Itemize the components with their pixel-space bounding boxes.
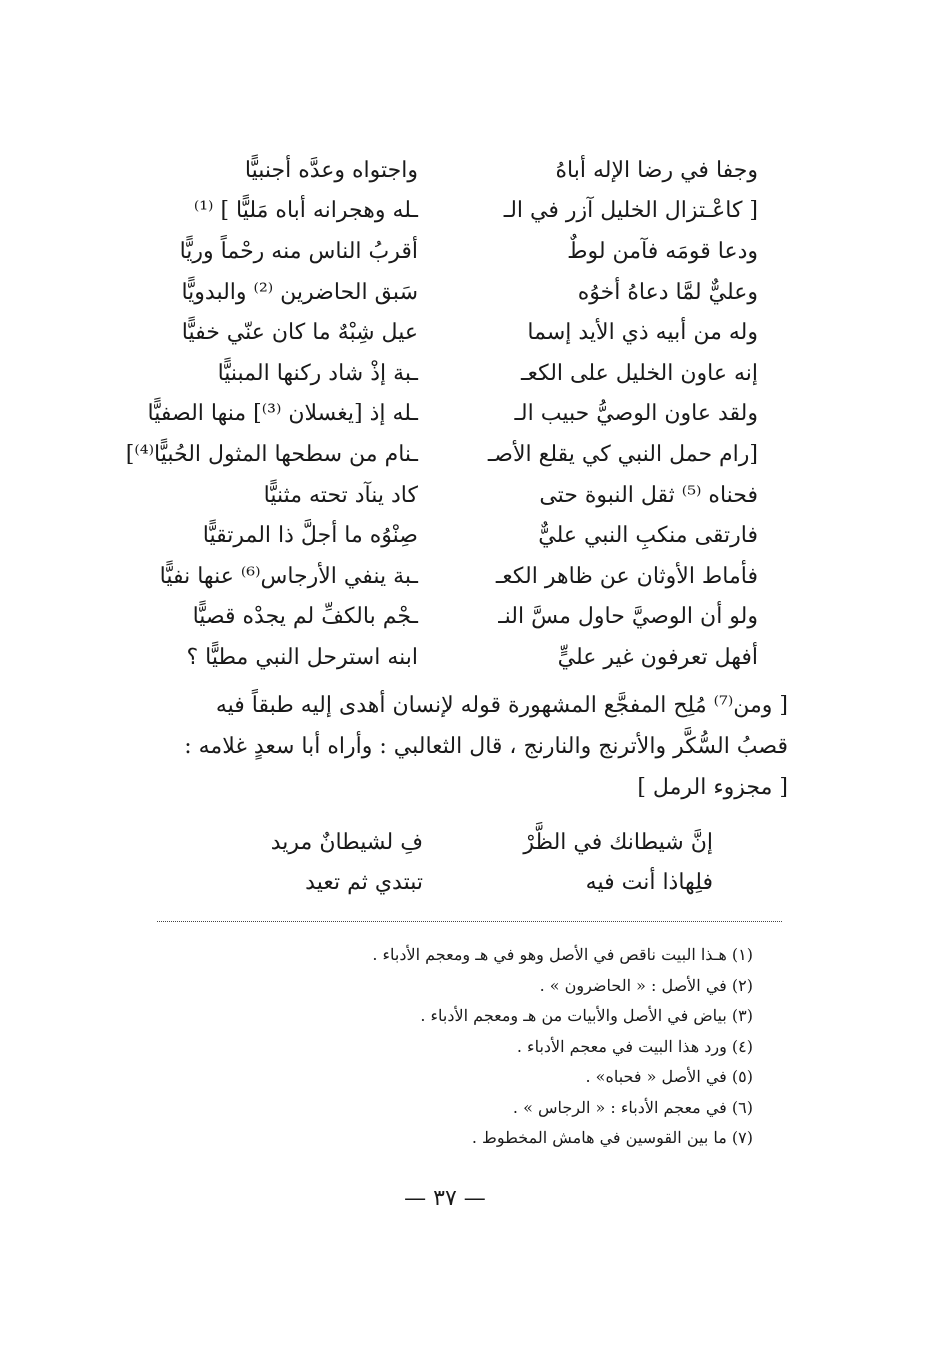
poem-block [125,150,758,678]
meter-label: [ مجزوء الرمل ] [637,775,788,800]
verse-row [125,434,758,475]
verse-row [128,231,758,272]
verse-first-hemistich: فحناه ⁽⁵⁾ ثقل النبوة حتى [539,482,758,508]
prose-line: [ ومن⁽⁷⁾ مُلِح المفجَّع المشهورة قوله لإنسان أهدى إليه طبقاً فيه [215,693,788,718]
verse-row [128,353,758,394]
footnotes [193,940,753,1154]
footnote: (٣) بياض في الأصل والأبيات من هـ ومعجم الأدباء . [420,1006,753,1025]
verse-row [128,191,758,232]
verse-first-hemistich: فأماط الأوثان عن ظاهر الكعـ [495,563,758,589]
footnote: (٥) في الأصل « فحباه» . [585,1067,753,1086]
footnote: (٦) في معجم الأدباء : « الرجاس » . [512,1097,753,1117]
verse-first-hemistich: ولو أن الوصيَّ حاول مسَّ النـ [498,604,758,630]
verse-second-hemistich: كاد ينآد تحته مثنيًّا [263,482,418,508]
second-poem-block [173,822,713,902]
verse-first-hemistich: [رام حمل النبي كي يقلع الأصـ [487,441,758,467]
verse-second-hemistich: ـنام من سطحها المثول الحُبيًّا⁽⁴⁾] [125,441,418,467]
verse-second-hemistich: تبتدي ثم تعيد [305,869,423,895]
verse-second-hemistich: ـله وهجرانه أباه مَليًّا ] ⁽¹⁾ [193,198,418,224]
verse-second-hemistich: ـبة إذْ شاد ركنها المبنيًّا [217,360,418,386]
verse-first-hemistich: وعليٌّ لمَّا دعاهُ أخوُه [577,279,758,305]
verse-second-hemistich: سَبق الحاضرين ⁽²⁾ والبدويًّا [181,279,418,305]
footnote: (١) هـذا البيت ناقص في الأصل وهو في هـ ومعجم الأدباء . [372,945,753,964]
verse-second-hemistich: ـجْم بالكفِّ لم يجدْه قصيًّا [192,604,418,630]
verse-row [128,150,758,191]
footnote: (٤) ورد هذا البيت في معجم الأدباء . [516,1036,753,1056]
footnote-divider [157,921,782,922]
footnote: (٢) في الأصل : « الحاضرون » . [539,975,753,995]
verse-first-hemistich: وجفا في رضا الإله أباهُ [555,157,758,183]
footnote: (٧) ما بين القوسين في هامش المخطوط . [471,1128,753,1147]
verse-row [128,637,758,678]
verse-row [128,597,758,638]
verse-first-hemistich: ودعا قومَه فآمن لوطٌ [567,238,758,264]
verse-first-hemistich: فارتقى منكبِ النبي عليٌّ [538,523,758,549]
verse-first-hemistich: أفهل تعرفون غير عليٍّ [557,644,758,670]
verse-first-hemistich: [ كاعْـتزال الخليل آزر في الـ [503,198,758,224]
verse-second-hemistich: واجتواه وعدَّه أجنبيًّا [244,157,418,183]
verse-first-hemistich: إنَّ شيطانك في الظَّرْ [523,829,713,855]
verse-row [128,556,758,597]
verse-second-hemistich: أقربُ الناس منه رحْماً وريًّا [179,238,418,264]
verse-first-hemistich: فلِهاذا أنت فيه [585,869,713,895]
verse-second-hemistich: فِ لشيطانٌ مريد [270,829,423,855]
verse-row [173,862,713,902]
verse-row [128,394,758,435]
verse-row [128,475,758,516]
verse-row [173,822,713,862]
verse-second-hemistich: ـبة ينفي الأرجاس⁽⁶⁾ عنها نفيًّا [159,563,418,589]
verse-second-hemistich: ـله إذ [يغسلان ⁽³⁾] منها الصفيًّا [147,401,418,427]
verse-second-hemistich: ابنه استرحل النبي مطيًّا ؟ [186,644,418,670]
verse-second-hemistich: صِنْوُه ما أجلَّ ذا المرتقيًّا [202,523,418,549]
verse-second-hemistich: عيل شِبْهٌ ما كان عنّي خفيًّا [181,320,418,346]
verse-first-hemistich: وله من أبيه ذي الأيد إسما [527,320,758,346]
page-number: — ٣٧ — [404,1186,486,1211]
prose-paragraph [98,685,788,808]
prose-line: قصبُ السُّكَّر والأترنج والنارنج ، قال الثعالبي : وأراه أبا سعدٍ غلامه : [184,734,788,759]
verse-row [128,272,758,313]
verse-first-hemistich: ولقد عاون الوصيُّ حبيب الـ [514,401,758,427]
verse-row [128,312,758,353]
verse-first-hemistich: إنه عاون الخليل على الكعـ [521,360,758,386]
verse-row [128,515,758,556]
